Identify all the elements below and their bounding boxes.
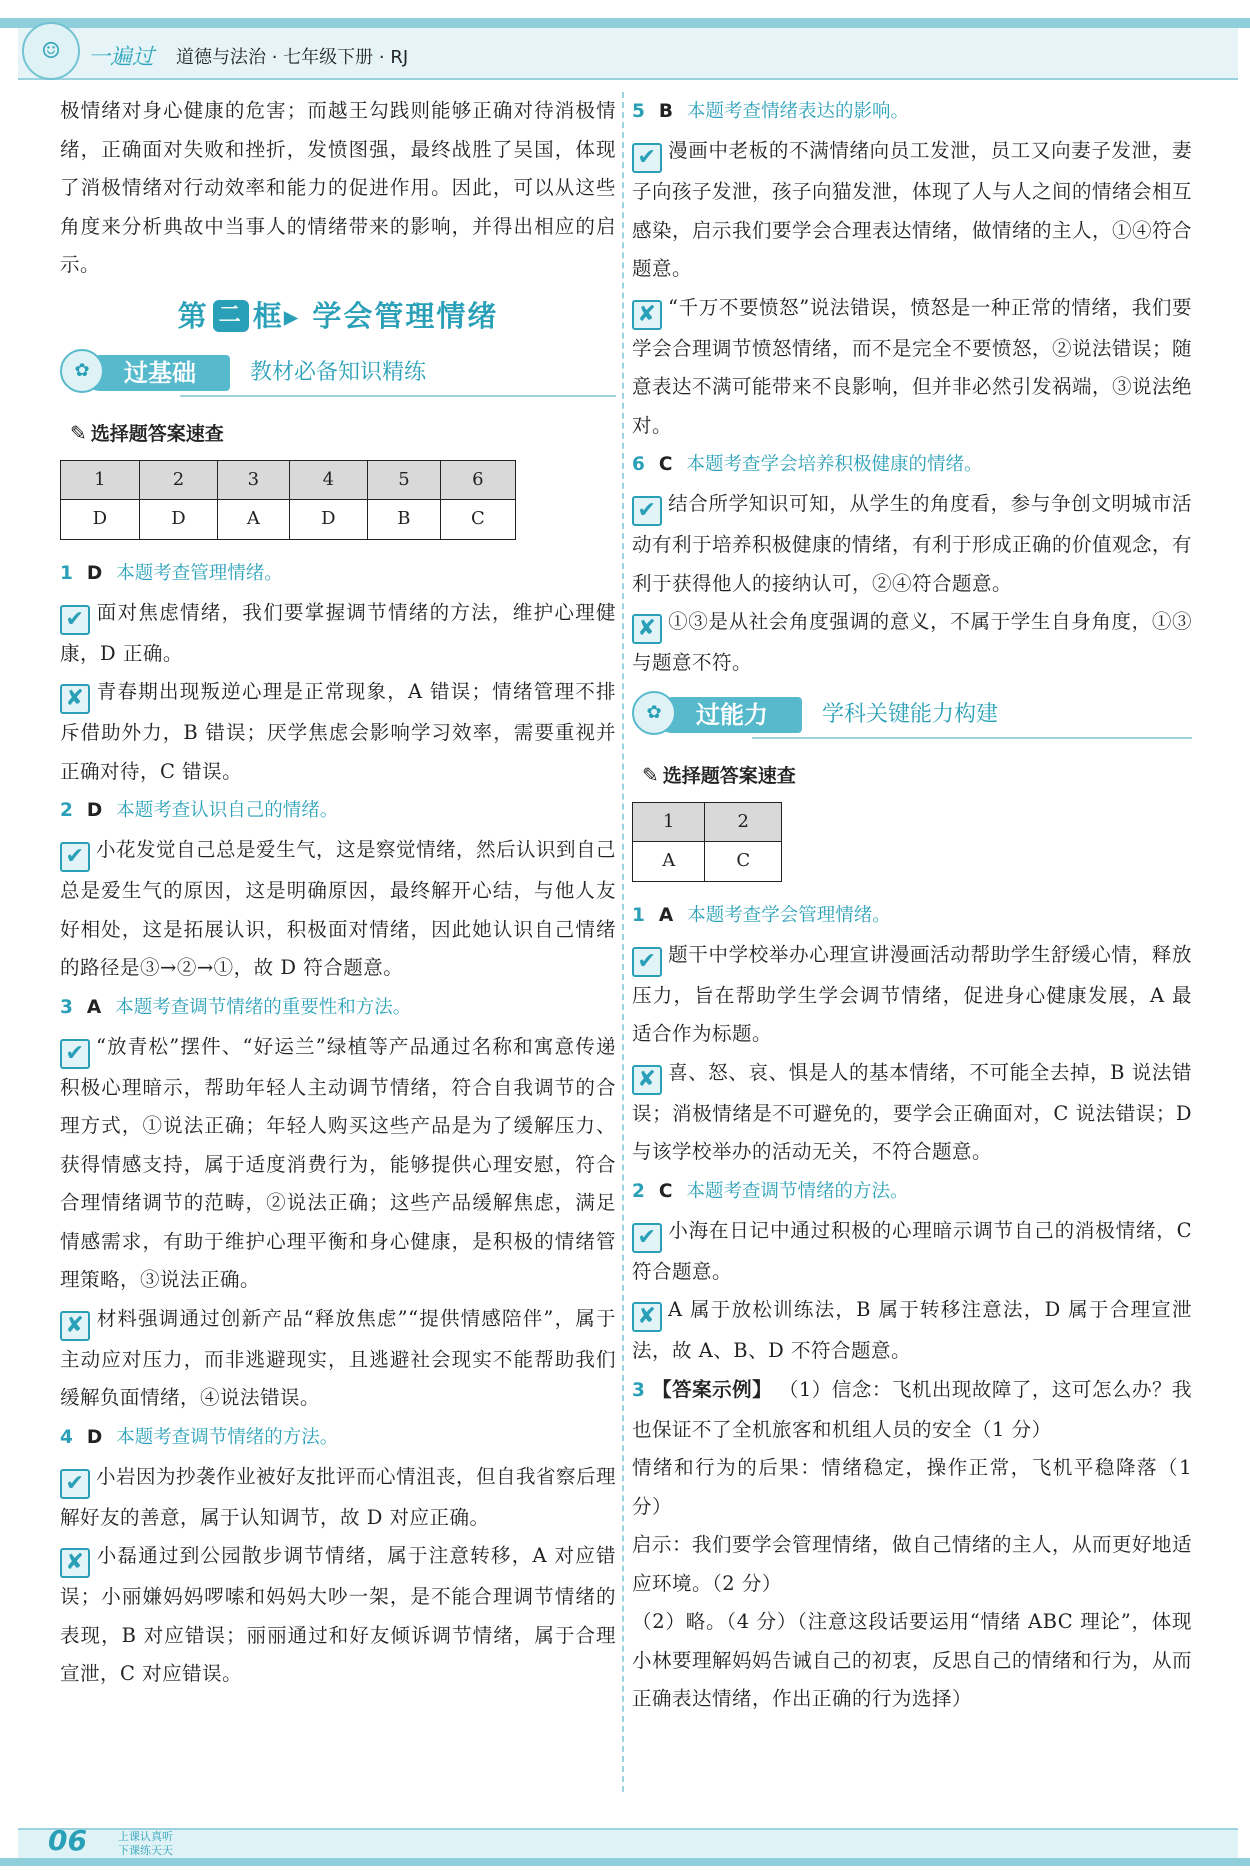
correct-explanation: ✔ 面对焦虑情绪，我们要掌握调节情绪的方法，维护心理健康，D 正确。 bbox=[60, 600, 616, 665]
answer-table-header-row bbox=[633, 802, 782, 842]
question-answer: A bbox=[86, 996, 102, 1018]
answer-table-header-row bbox=[61, 460, 516, 500]
slogan-line: 下课练天天 bbox=[118, 1844, 173, 1857]
table-cell: 1 bbox=[61, 460, 140, 500]
cross-icon: ✘ bbox=[632, 614, 662, 644]
question-heading bbox=[60, 988, 616, 1028]
page-footer bbox=[18, 1824, 1238, 1858]
question-answer: A bbox=[658, 904, 674, 926]
question-topic: 本题考查情绪表达的影响。 bbox=[686, 101, 909, 122]
quick-answer-heading bbox=[642, 755, 1192, 796]
table-cell: 2 bbox=[139, 460, 218, 500]
check-icon: ✔ bbox=[60, 1039, 90, 1069]
mascot-icon: ✿ bbox=[60, 349, 104, 393]
table-cell: A bbox=[633, 842, 705, 882]
question-heading bbox=[632, 896, 1192, 936]
question-number: 4 bbox=[60, 1426, 73, 1448]
wrong-explanation: ✘ 青春期出现叛逆心理是正常现象，A 错误；情绪管理不排斥借助外力，B 错误；厌学焦虑会影响学习效率，需要重视并正确对待，C 错误。 bbox=[60, 680, 616, 783]
banner-underline bbox=[180, 395, 616, 397]
column-divider bbox=[622, 92, 624, 1792]
check-icon: ✔ bbox=[60, 1469, 90, 1499]
question-heading bbox=[632, 92, 1192, 132]
question-topic: 本题考查调节情绪的方法。 bbox=[686, 1180, 909, 1202]
table-cell: 3 bbox=[218, 460, 289, 500]
section-banner-basic bbox=[60, 347, 616, 405]
question-answer: C bbox=[658, 454, 673, 475]
table-cell: D bbox=[139, 500, 218, 540]
question-topic: 本题考查管理情绪。 bbox=[116, 562, 283, 584]
mascot-logo-icon: ☺ bbox=[22, 22, 80, 80]
table-cell: B bbox=[368, 500, 441, 540]
table-cell: A bbox=[218, 500, 289, 540]
wrong-explanation: ✘ ①③是从社会角度强调的意义，不属于学生自身角度，①③与题意不符。 bbox=[632, 610, 1192, 674]
table-cell: D bbox=[289, 500, 368, 540]
mascot-icon: ✿ bbox=[632, 691, 676, 735]
cross-icon: ✘ bbox=[60, 684, 90, 714]
table-cell: 2 bbox=[705, 802, 782, 842]
section-banner-ability bbox=[632, 689, 1192, 747]
question-topic: 本题考查调节情绪的方法。 bbox=[116, 1426, 339, 1448]
question-number: 3 bbox=[60, 996, 73, 1018]
question-number: 3 bbox=[632, 1379, 646, 1401]
question-topic: 本题考查学会管理情绪。 bbox=[687, 904, 891, 926]
pencil-icon: ✎ bbox=[642, 762, 659, 787]
cross-icon: ✘ bbox=[632, 300, 662, 330]
table-cell: D bbox=[61, 500, 140, 540]
question-number: 1 bbox=[632, 904, 645, 926]
question-topic: 本题考查认识自己的情绪。 bbox=[116, 800, 339, 821]
page-header bbox=[18, 28, 1238, 80]
answer-table-answer-row bbox=[633, 842, 782, 882]
cross-icon: ✘ bbox=[60, 1311, 90, 1341]
answer-example-tag: 【答案示例】 bbox=[652, 1377, 773, 1401]
question-answer: D bbox=[86, 1426, 103, 1448]
cross-icon: ✘ bbox=[632, 1302, 662, 1332]
check-icon: ✔ bbox=[632, 947, 662, 977]
wrong-explanation: ✘ “千万不要愤怒”说法错误，愤怒是一种正常的情绪，我们要学会合理调节愤怒情绪，而不是完全不要愤怒，②说法错误；随意表达不满可能带来不良影响，但并非必然引发祸端，③说法绝对。 bbox=[632, 295, 1193, 437]
question-number: 2 bbox=[632, 1180, 645, 1202]
cross-icon: ✘ bbox=[60, 1548, 90, 1578]
frame-title-prefix: 第 bbox=[177, 298, 209, 333]
check-icon: ✔ bbox=[632, 496, 662, 526]
wrong-explanation: ✘ 小磊通过到公园散步调节情绪，属于注意转移，A 对应错误；小丽嫌妈妈啰嗦和妈妈大吵一架，是不能合理调节情绪的表现，B 对应错误；丽丽通过和好友倾诉调节情绪，属于合理宣泄，C 对应错误。 bbox=[60, 1544, 616, 1685]
question-heading bbox=[60, 1418, 616, 1458]
table-cell: 6 bbox=[440, 460, 515, 500]
page-number: 06 bbox=[48, 1824, 87, 1857]
question-topic: 本题考查调节情绪的重要性和方法。 bbox=[115, 996, 412, 1018]
correct-explanation: ✔ 小花发觉自己总是爱生气，这是察觉情绪，然后认识到自己总是爱生气的原因，这是明确原因，最终解开心结，与他人友好相处，这是拓展认识，积极面对情绪，因此她认识自己情绪的路径是③→②→①，故 D 符合题意。 bbox=[60, 838, 617, 979]
slogan-line: 上课认真听 bbox=[118, 1830, 173, 1843]
correct-explanation: ✔ 题干中学校举办心理宣讲漫画活动帮助学生舒缓心情，释放压力，旨在帮助学生学会调节情绪，促进身心健康发展，A 最适合作为标题。 bbox=[632, 942, 1192, 1045]
check-icon: ✔ bbox=[632, 143, 662, 173]
banner-pill: 过能力 bbox=[654, 697, 802, 733]
footer-slogan bbox=[118, 1830, 173, 1858]
banner-underline bbox=[752, 737, 1192, 739]
question-heading bbox=[60, 554, 616, 594]
correct-explanation: ✔ 小岩因为抄袭作业被好友批评而心情沮丧，但自我省察后理解好友的善意，属于认知调节，故 D 对应正确。 bbox=[60, 1464, 617, 1529]
question-heading bbox=[632, 1172, 1192, 1212]
pencil-icon: ✎ bbox=[70, 420, 87, 445]
wrong-explanation: ✘ 喜、怒、哀、惧是人的基本情绪，不可能全去掉，B 说法错误；消极情绪是不可避免的，要学会正确面对，C 说法错误；D 与该学校举办的活动无关，不符合题意。 bbox=[632, 1060, 1192, 1163]
frame-title bbox=[60, 289, 616, 343]
answer-table bbox=[632, 802, 782, 882]
correct-explanation: ✔ 结合所学知识可知，从学生的角度看，参与争创文明城市活动有利于培养积极健康的情绪，有利于形成正确的价值观念，有利于获得他人的接纳认可，②④符合题意。 bbox=[632, 492, 1193, 595]
frame-number-badge: 二 bbox=[213, 300, 249, 332]
question-answer: C bbox=[658, 1180, 673, 1202]
frame-title-text: 框▸ 学会管理情绪 bbox=[252, 298, 499, 333]
subject-title: 道德与法治 · 七年级下册 · RJ bbox=[176, 47, 409, 68]
question-number: 6 bbox=[632, 454, 645, 475]
left-column bbox=[60, 92, 616, 1694]
banner-pill: 过基础 bbox=[82, 355, 230, 391]
question-answer: D bbox=[86, 562, 103, 584]
question-number: 1 bbox=[60, 562, 73, 584]
question-answer: B bbox=[658, 101, 673, 122]
answer-line: 启示：我们要学会管理情绪，做自己情绪的主人，从而更好地适应环境。（2 分） bbox=[632, 1533, 1193, 1595]
question-number: 2 bbox=[60, 800, 73, 821]
banner-subtitle: 学科关键能力构建 bbox=[822, 701, 999, 727]
banner-subtitle: 教材必备知识精练 bbox=[250, 359, 427, 385]
wrong-explanation: ✘ 材料强调通过创新产品“释放焦虑”“提供情感陪伴”，属于主动应对压力，而非逃避现实，且逃避社会现实不能帮助我们缓解负面情绪，④说法错误。 bbox=[60, 1306, 616, 1409]
table-cell: C bbox=[440, 500, 515, 540]
answer-line: 情绪和行为的后果：情绪稳定，操作正常，飞机平稳降落（1 分） bbox=[632, 1456, 1192, 1518]
wrong-explanation: ✘ A 属于放松训练法，B 属于转移注意法，D 属于合理宣泄法，故 A、B、D 不符合题意。 bbox=[632, 1298, 1192, 1362]
answer-line: （2）略。（4 分）（注意这段话要运用“情绪 ABC 理论”，体现小林要理解妈妈告诫自己的初衷，反思自己的情绪和行为，从而正确表达情绪，作出正确的行为选择） bbox=[632, 1610, 1193, 1710]
check-icon: ✔ bbox=[60, 842, 90, 872]
quick-answer-label: 选择题答案速查 bbox=[662, 764, 796, 787]
answer-table bbox=[60, 460, 516, 540]
check-icon: ✔ bbox=[60, 605, 90, 635]
bottom-color-band bbox=[0, 1858, 1250, 1866]
table-cell: 5 bbox=[368, 460, 441, 500]
check-icon: ✔ bbox=[632, 1223, 662, 1253]
right-column bbox=[632, 92, 1192, 1719]
question-heading bbox=[632, 445, 1192, 485]
top-color-band bbox=[0, 18, 1250, 28]
question-topic: 本题考查学会培养积极健康的情绪。 bbox=[686, 454, 983, 475]
brand-name: 一遍过 bbox=[88, 45, 155, 70]
cross-icon: ✘ bbox=[632, 1065, 662, 1095]
intro-paragraph: 极情绪对身心健康的危害；而越王勾践则能够正确对待消极情绪，正确面对失败和挫折，发愤图强，最终战胜了吴国，体现了消极情绪对行动效率和能力的促进作用。因此，可以从这些角度来分析典故中当事人的情绪带来的影响，并得出相应的启示。 bbox=[60, 99, 616, 276]
correct-explanation: ✔ “放青松”摆件、“好运兰”绿植等产品通过名称和寓意传递积极心理暗示，帮助年轻人主动调节情绪，符合自我调节的合理方式，①说法正确；年轻人购买这些产品是为了缓解压力、获得情感支持，属于适度消费行为，能够提供心理安慰，符合合理情绪调节的范畴，②说法正确；这些产品缓解焦虑，满足情感需求，有助于维护心理平衡和身心健康，是积极的情绪管理策略，③说法正确。 bbox=[60, 1034, 616, 1291]
answer-table-answer-row bbox=[61, 500, 516, 540]
quick-answer-heading bbox=[70, 413, 616, 454]
answer-line: （1）信念：飞机出现故障了，这可怎么办？我也保证不了全机旅客和机组人员的安全（1 分） bbox=[632, 1377, 1192, 1441]
correct-explanation: ✔ 小海在日记中通过积极的心理暗示调节自己的消极情绪，C 符合题意。 bbox=[632, 1218, 1192, 1283]
table-cell: 1 bbox=[633, 802, 705, 842]
question-number: 5 bbox=[632, 101, 645, 122]
quick-answer-label: 选择题答案速查 bbox=[90, 422, 224, 445]
table-cell: C bbox=[705, 842, 782, 882]
question-answer: D bbox=[86, 800, 103, 821]
answer-example bbox=[632, 1371, 1192, 1450]
question-heading bbox=[60, 791, 616, 831]
correct-explanation: ✔ 漫画中老板的不满情绪向员工发泄，员工又向妻子发泄，妻子向孩子发泄，孩子向猫发泄，体现了人与人之间的情绪会相互感染，启示我们要学会合理表达情绪，做情绪的主人，①④符合题意。 bbox=[632, 139, 1193, 280]
table-cell: 4 bbox=[289, 460, 368, 500]
